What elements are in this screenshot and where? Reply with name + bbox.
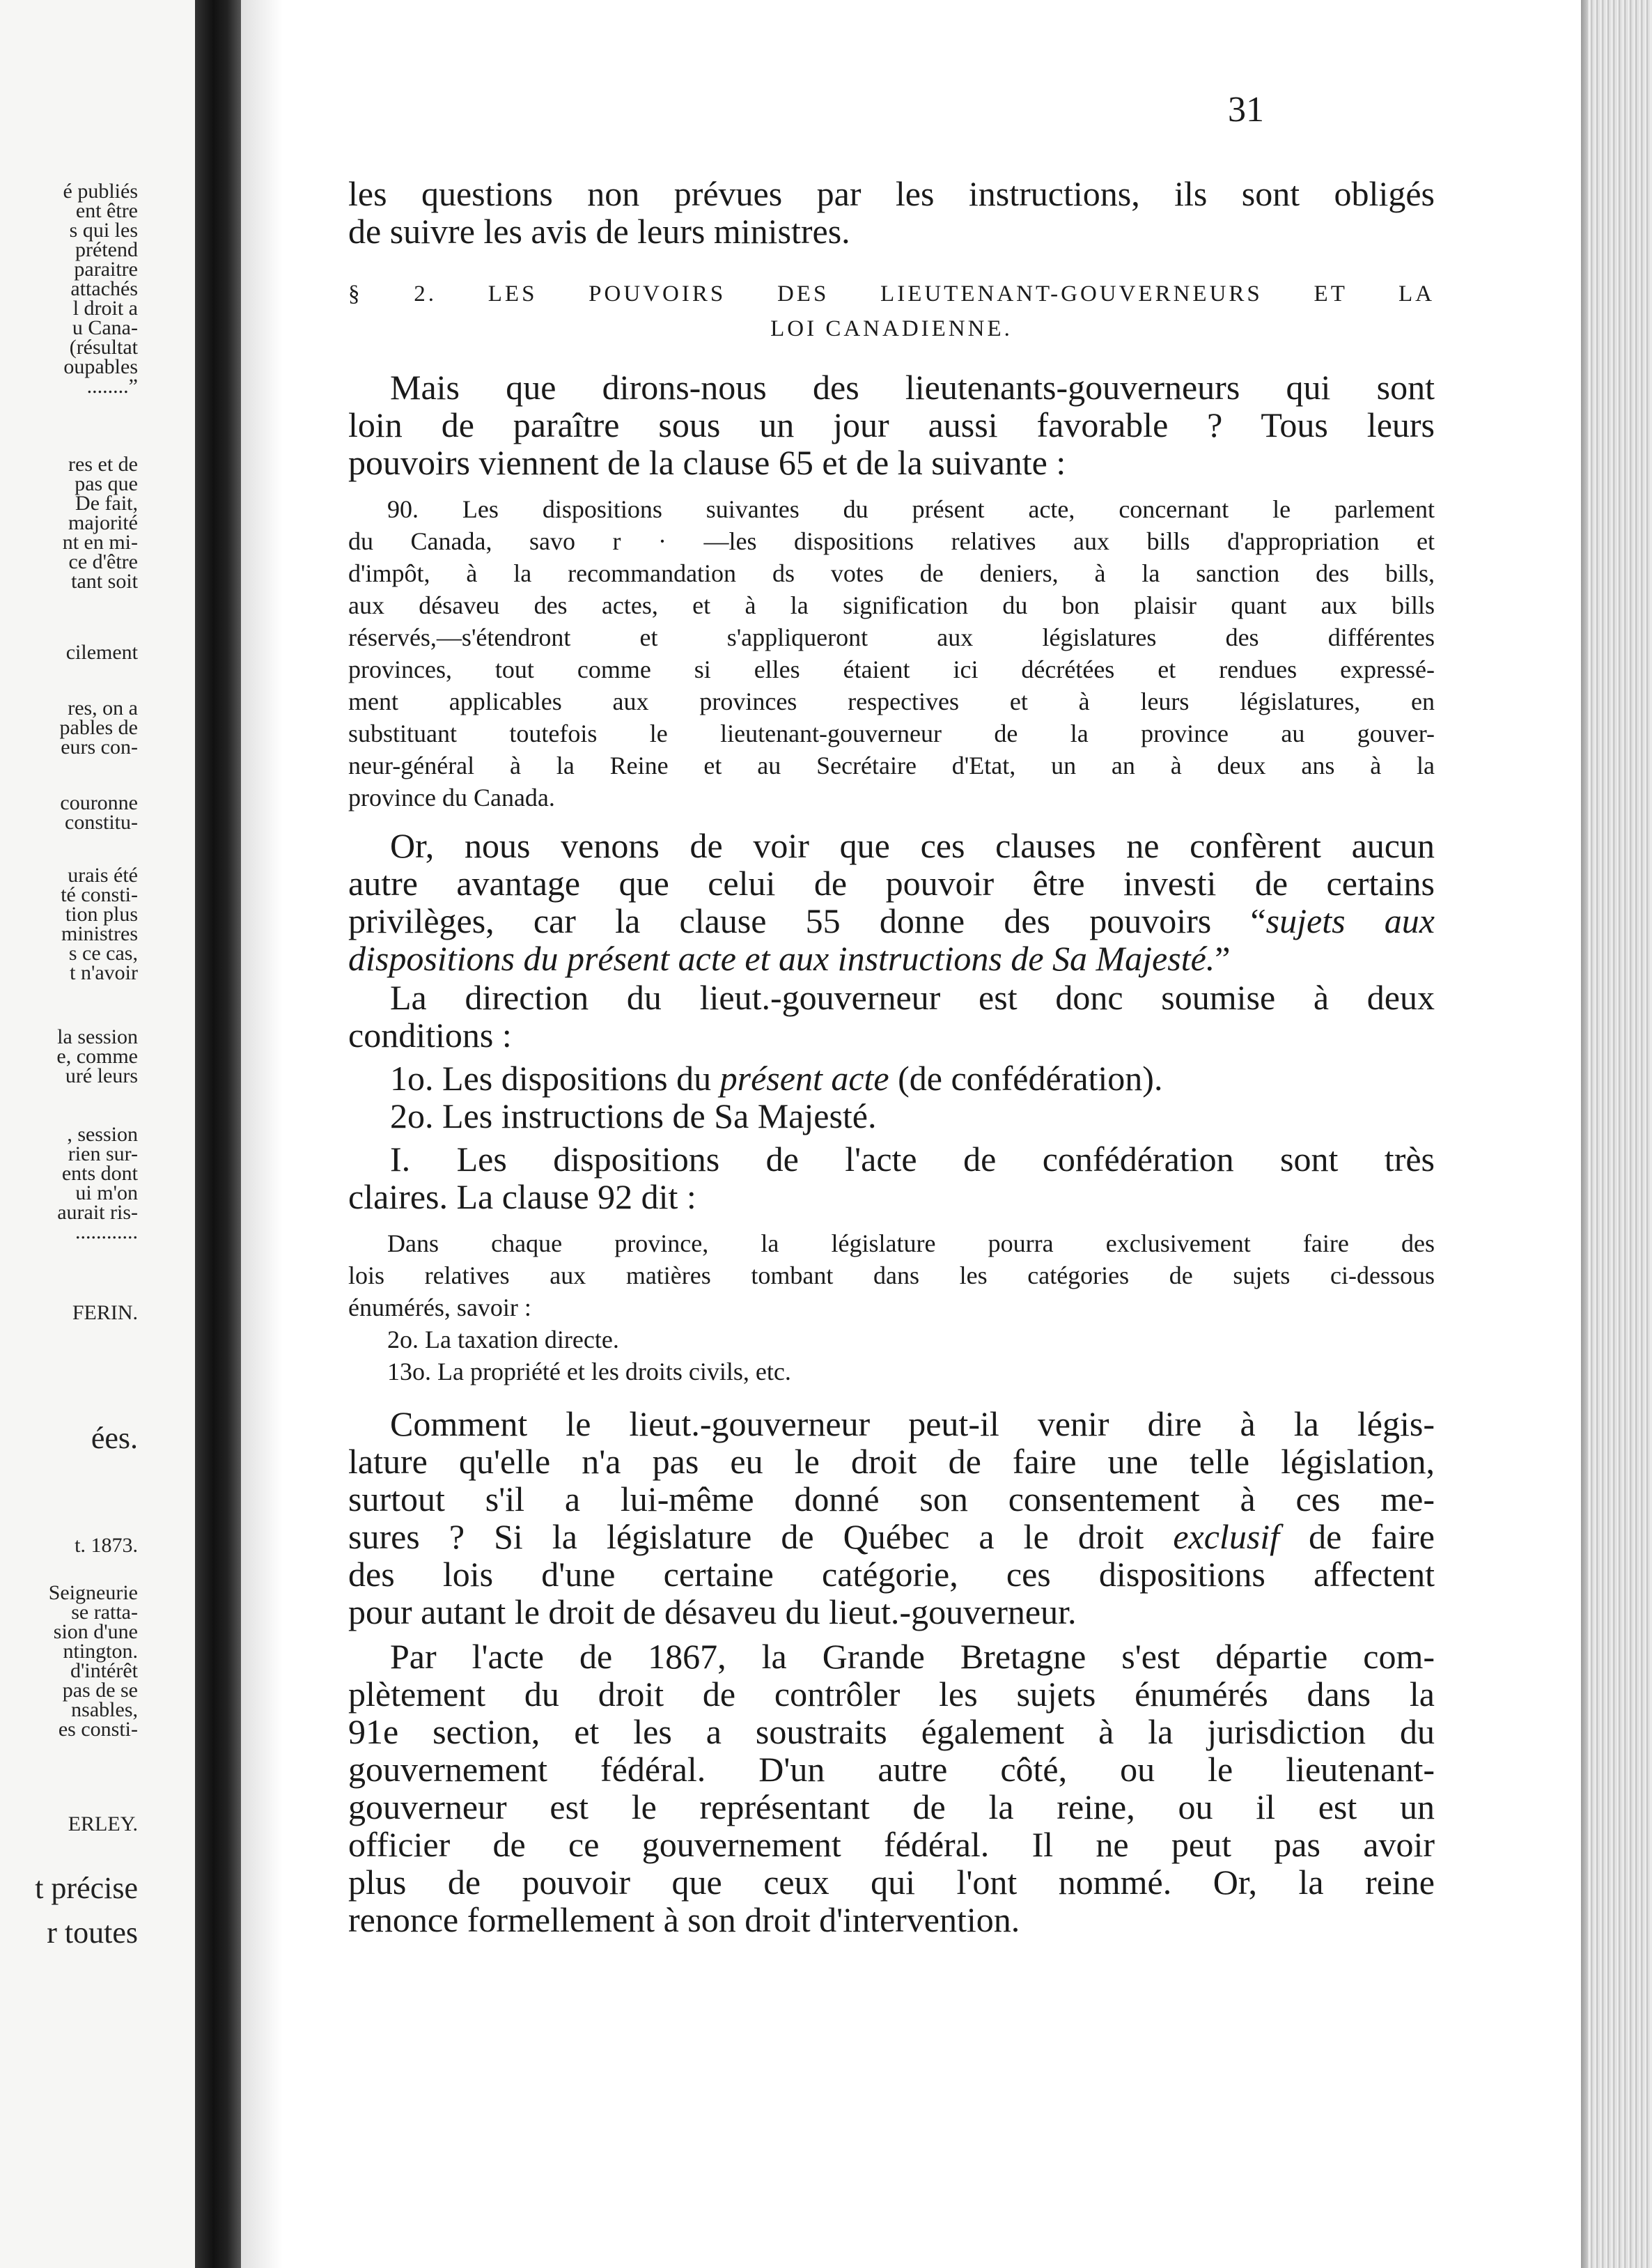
facing-page-line: constitu-: [65, 811, 138, 834]
paragraph-line: renonce formellement à son droit d'intervention.: [348, 1900, 1020, 1939]
facing-page-line: ées.: [91, 1421, 138, 1455]
quote-line: 2o. La taxation directe.: [387, 1326, 619, 1353]
section-heading: LOI CANADIENNE.: [770, 316, 1013, 341]
quote-line: substituant toutefois le lieutenant-gouverneur de la province au gouver-: [348, 720, 1435, 747]
facing-page-line: De fait,: [75, 492, 138, 515]
paragraph-line: gouvernement fédéral. D'un autre côté, ou le lieutenant-: [348, 1750, 1435, 1789]
text-run: privilèges, car la clause 55 donne des pouvoirs “: [348, 901, 1266, 940]
paragraph-line: de suivre les avis de leurs ministres.: [348, 212, 850, 251]
facing-page-line: , session: [67, 1123, 138, 1146]
paragraph-line: conditions :: [348, 1016, 512, 1055]
facing-page-line: nsables,: [71, 1698, 138, 1721]
gutter-shadow: [241, 0, 283, 2268]
quote-line: province du Canada.: [348, 784, 555, 811]
facing-page-line: ent être: [75, 199, 138, 222]
facing-page-line: res, on a: [68, 697, 138, 720]
facing-page-line: eurs con-: [61, 736, 138, 759]
facing-page-fragment: [0, 0, 195, 2268]
facing-page-line: (résultat: [69, 336, 138, 359]
paragraph-line: plus de pouvoir que ceux qui l'ont nommé. Or, la reine: [348, 1863, 1435, 1902]
facing-page-line: té consti-: [61, 883, 138, 906]
quote-line: du Canada, savo r · —les dispositions relatives aux bills d'appropriation et: [348, 527, 1435, 555]
italic-run: dispositions du présent acte et aux instructions de Sa Majesté.: [348, 939, 1215, 978]
paragraph-line: pour autant le droit de désaveu du lieut.-gouverneur.: [348, 1592, 1077, 1631]
condition-line: 2o. Les instructions de Sa Majesté.: [390, 1096, 877, 1135]
facing-page-line: r toutes: [47, 1916, 138, 1950]
facing-page-line: attachés: [70, 277, 138, 300]
quote-line: réservés,—s'étendront et s'appliqueront aux législatures des différentes: [348, 623, 1435, 651]
quote-line: Dans chaque province, la législature pourra exclusivement faire des: [387, 1229, 1435, 1257]
paragraph-line: plètement du droit de contrôler les sujets énumérés dans la: [348, 1675, 1435, 1714]
paragraph-line: La direction du lieut.-gouverneur est donc soumise à deux: [390, 978, 1435, 1017]
quote-line: énumérés, savoir :: [348, 1294, 531, 1321]
quote-line: d'impôt, à la recommandation ds votes de deniers, à la sanction des bills,: [348, 559, 1435, 587]
facing-page-line: paraitre: [74, 258, 138, 281]
facing-page-line: ntington.: [63, 1640, 138, 1663]
quote-line: 90. Les dispositions suivantes du présent acte, concernant le parlement: [387, 495, 1435, 523]
facing-page-line: ............: [75, 1220, 138, 1243]
text-run: ”: [1215, 939, 1231, 978]
facing-page-line: ui m'on: [75, 1181, 138, 1204]
facing-page-line: l droit a: [72, 297, 138, 320]
paragraph-line: surtout s'il a lui-même donné son consentement à ces me-: [348, 1479, 1435, 1519]
paragraph-line: Comment le lieut.-gouverneur peut-il venir dire à la légis-: [390, 1404, 1435, 1443]
facing-page-line: pables de: [59, 716, 138, 739]
quote-line: ment applicables aux provinces respectives et à leurs législatures, en: [348, 688, 1435, 715]
facing-page-line: rien sur-: [68, 1142, 138, 1165]
paragraph-line: Or, nous venons de voir que ces clauses ne confèrent aucun: [390, 826, 1435, 865]
facing-page-line: oupables: [63, 355, 138, 378]
paragraph-line: les questions non prévues par les instructions, ils sont obligés: [348, 174, 1435, 213]
text-run: 1o. Les dispositions du: [390, 1059, 720, 1098]
facing-page-line: tion plus: [65, 903, 138, 926]
facing-page-line: u Cana-: [72, 316, 138, 339]
paragraph-line: officier de ce gouvernement fédéral. Il ne peut pas avoir: [348, 1825, 1435, 1864]
facing-page-line: é publiés: [63, 180, 138, 203]
facing-page-line: Seigneurie: [48, 1581, 138, 1604]
italic-run: présent acte: [719, 1059, 889, 1098]
facing-page-line: nt en mi-: [62, 531, 138, 554]
paragraph-line: lature qu'elle n'a pas eu le droit de faire une telle législation,: [348, 1442, 1435, 1481]
paragraph-line: pouvoirs viennent de la clause 65 et de la suivante :: [348, 443, 1066, 482]
facing-page-line: e, comme: [56, 1045, 138, 1068]
facing-page-line: couronne: [60, 791, 138, 814]
page-stack-edge: [1588, 0, 1652, 2268]
section-heading: § 2. LES POUVOIRS DES LIEUTENANT-GOUVERNEURS ET LA: [348, 281, 1435, 306]
facing-page-line: urais été: [68, 864, 138, 887]
page-number: 31: [1228, 90, 1264, 130]
paragraph-line: des lois d'une certaine catégorie, ces dispositions affectent: [348, 1555, 1435, 1594]
paragraph-line: I. Les dispositions de l'acte de confédération sont très: [390, 1140, 1435, 1179]
facing-page-line: FERIN.: [72, 1301, 138, 1324]
paragraph-line: 91e section, et les a soustraits également à la jurisdiction du: [348, 1712, 1435, 1751]
quote-line: neur-général à la Reine et au Secrétaire d'Etat, un an à deux ans à la: [348, 752, 1435, 779]
paragraph-line: claires. La clause 92 dit :: [348, 1177, 696, 1216]
facing-page-line: t n'avoir: [70, 961, 138, 984]
facing-page-line: s ce cas,: [68, 942, 138, 965]
facing-page-line: d'intérêt: [70, 1659, 138, 1682]
facing-page-line: pas de se: [62, 1679, 138, 1702]
facing-page-line: sion d'une: [53, 1620, 138, 1643]
paragraph-line: Mais que dirons-nous des lieutenants-gouverneurs qui sont: [390, 368, 1435, 407]
facing-page-line: res et de: [68, 453, 138, 476]
book-page: [348, 0, 1435, 2268]
paragraph-line: [348, 1517, 1435, 1556]
text-run: (de confédération).: [889, 1059, 1163, 1098]
paragraph-line: loin de paraître sous un jour aussi favorable ? Tous leurs: [348, 405, 1435, 444]
book-gutter: [195, 0, 241, 2268]
facing-page-line: se ratta-: [71, 1601, 138, 1624]
italic-run: exclusif: [1173, 1517, 1280, 1556]
facing-page-line: tant soit: [71, 570, 138, 593]
quote-line: aux désaveu des actes, et à la signification du bon plaisir quant aux bills: [348, 591, 1435, 619]
facing-page-line: la session: [57, 1025, 138, 1048]
paragraph-line: [348, 939, 1435, 978]
paragraph-line: gouverneur est le représentant de la reine, ou il est un: [348, 1787, 1435, 1826]
facing-page-line: pas que: [75, 472, 138, 495]
facing-page-line: ........”: [86, 375, 138, 398]
italic-run: sujets aux: [1265, 901, 1435, 940]
facing-page-line: aurait ris-: [57, 1201, 138, 1224]
condition-line: [348, 1059, 1435, 1098]
facing-page-line: majorité: [68, 511, 138, 534]
facing-page-line: s qui les: [69, 219, 138, 242]
facing-page-line: t. 1873.: [75, 1534, 138, 1557]
text-run: de faire: [1279, 1517, 1435, 1556]
facing-page-line: uré leurs: [65, 1064, 138, 1087]
paragraph-line: Par l'acte de 1867, la Grande Bretagne s'est départie com-: [390, 1637, 1435, 1676]
facing-page-line: ents dont: [61, 1162, 138, 1185]
facing-page-line: ERLEY.: [68, 1812, 138, 1835]
quote-line: 13o. La propriété et les droits civils, etc.: [387, 1358, 791, 1385]
facing-page-line: prétend: [75, 238, 138, 261]
paragraph-line: [348, 901, 1435, 940]
facing-page-line: ce d'être: [68, 550, 138, 573]
facing-page-line: cilement: [65, 641, 138, 664]
text-run: sures ? Si la législature de Québec a le droit: [348, 1517, 1174, 1556]
facing-page-line: t précise: [35, 1871, 138, 1905]
quote-line: lois relatives aux matières tombant dans les catégories de sujets ci-dessous: [348, 1261, 1435, 1289]
quote-line: provinces, tout comme si elles étaient ici décrétées et rendues expressé-: [348, 655, 1435, 683]
facing-page-line: ministres: [61, 922, 138, 945]
paragraph-line: autre avantage que celui de pouvoir être investi de certains: [348, 864, 1435, 903]
facing-page-line: es consti-: [58, 1718, 138, 1741]
